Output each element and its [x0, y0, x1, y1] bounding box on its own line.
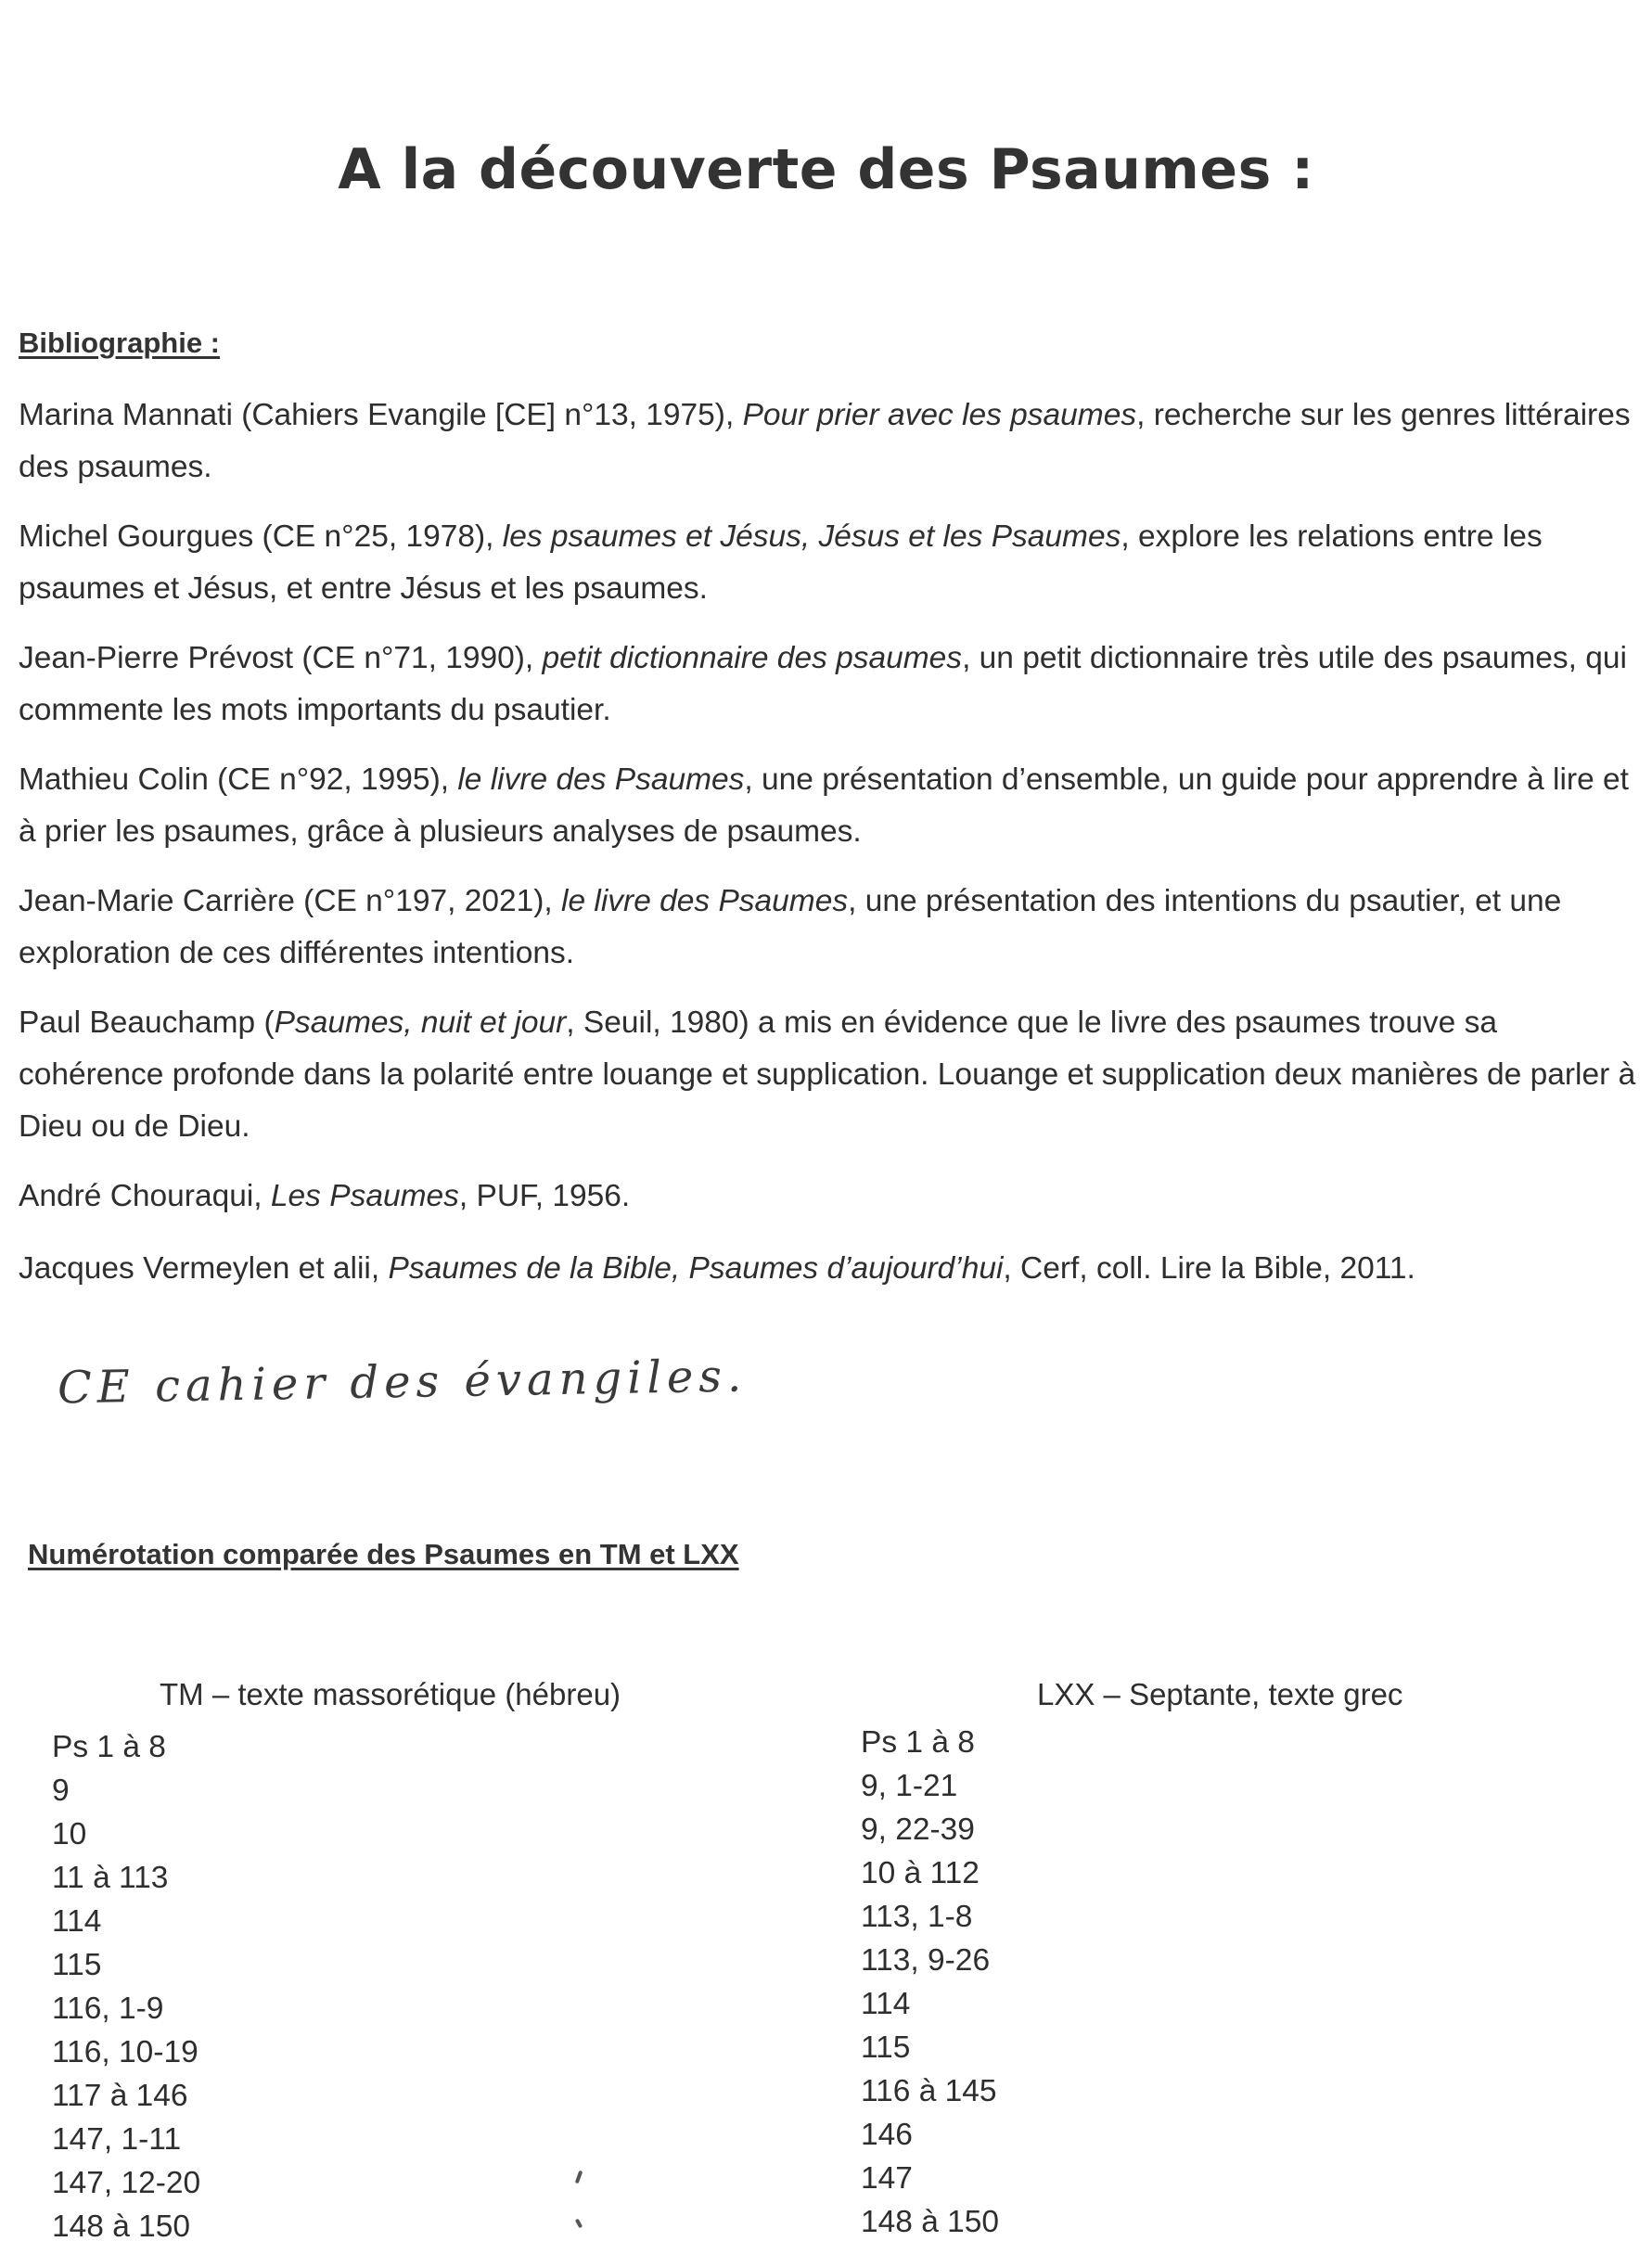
- ink-speck: [575, 2219, 583, 2229]
- bibliography-heading: Bibliographie :: [19, 327, 220, 359]
- ink-speck: [575, 2171, 583, 2184]
- lxx-item: 9, 1-21: [861, 1769, 958, 1803]
- lxx-item: 9, 22-39: [861, 1812, 975, 1847]
- tm-item: 116, 10-19: [52, 2035, 198, 2069]
- lxx-item: 114: [861, 1987, 911, 2021]
- handwritten-note: CE cahier des évangiles.: [57, 1350, 748, 1415]
- lxx-item: 113, 1-8: [861, 1900, 973, 1934]
- tm-column: [52, 1725, 200, 2248]
- tm-item: 147, 12-20: [52, 2166, 201, 2200]
- lxx-item: 10 à 112: [861, 1856, 980, 1890]
- lxx-column-header: LXX – Septante, texte grec: [1037, 1677, 1403, 1711]
- tm-item: 116, 1-9: [52, 1992, 164, 2026]
- lxx-column: [861, 1721, 999, 2244]
- tm-column-header: TM – texte massorétique (hébreu): [160, 1677, 621, 1711]
- page-title: A la découverte des Psaumes :: [338, 137, 1314, 202]
- bibliography-entry: Mathieu Colin (CE n°92, 1995), le livre des Psaumes, une présentation d’ensemble, un guide pour apprendre à lire et à prier les psaumes, grâce à plusieurs analyses de psaumes.: [19, 762, 1629, 849]
- lxx-item: 116 à 145: [861, 2074, 997, 2108]
- tm-item: Ps 1 à 8: [52, 1730, 166, 1764]
- lxx-item: 147: [861, 2161, 913, 2196]
- lxx-item: Ps 1 à 8: [861, 1725, 975, 1760]
- lxx-item: 148 à 150: [861, 2205, 1000, 2239]
- tm-item: 9: [52, 1774, 70, 1808]
- tm-item: 11 à 113: [52, 1861, 169, 1895]
- bibliography-entry: André Chouraqui, Les Psaumes, PUF, 1956.: [19, 1179, 631, 1213]
- tm-item: 10: [52, 1817, 87, 1851]
- tm-item: 115: [52, 1948, 102, 1982]
- tm-item: 147, 1-11: [52, 2122, 182, 2157]
- bibliography-entry: Jean-Marie Carrière (CE n°197, 2021), le livre des Psaumes, une présentation des intentions du psautier, et une exploration de ces différentes intentions.: [19, 884, 1562, 970]
- bibliography-entry: Jacques Vermeylen et alii, Psaumes de la Bible, Psaumes d’aujourd’hui, Cerf, coll. Lire la Bible, 2011.: [19, 1251, 1415, 1286]
- lxx-item: 146: [861, 2118, 913, 2152]
- numbering-heading: Numérotation comparée des Psaumes en TM et LXX: [28, 1538, 739, 1570]
- bibliography-entry: Marina Mannati (Cahiers Evangile [CE] n°13, 1975), Pour prier avec les psaumes, recherche sur les genres littéraires des psaumes.: [19, 398, 1631, 484]
- tm-item: 117 à 146: [52, 2079, 188, 2113]
- tm-item: 148 à 150: [52, 2209, 191, 2244]
- tm-item: 114: [52, 1904, 102, 1939]
- bibliography-entry: Michel Gourgues (CE n°25, 1978), les psaumes et Jésus, Jésus et les Psaumes, explore les relations entre les psaumes et Jésus, et entre Jésus et les psaumes.: [19, 519, 1543, 606]
- lxx-item: 115: [861, 2030, 911, 2065]
- lxx-item: 113, 9-26: [861, 1943, 991, 1978]
- bibliography-entry: Jean-Pierre Prévost (CE n°71, 1990), petit dictionnaire des psaumes, un petit dictionnaire très utile des psaumes, qui commente les mots importants du psautier.: [19, 641, 1627, 727]
- bibliography-list: [19, 390, 1637, 1315]
- bibliography-entry: Paul Beauchamp (Psaumes, nuit et jour, Seuil, 1980) a mis en évidence que le livre des psaumes trouve sa cohérence profonde dans la polarité entre louange et supplication. Louange et supplication deux manières de parler à Dieu ou de Dieu.: [19, 1005, 1636, 1144]
